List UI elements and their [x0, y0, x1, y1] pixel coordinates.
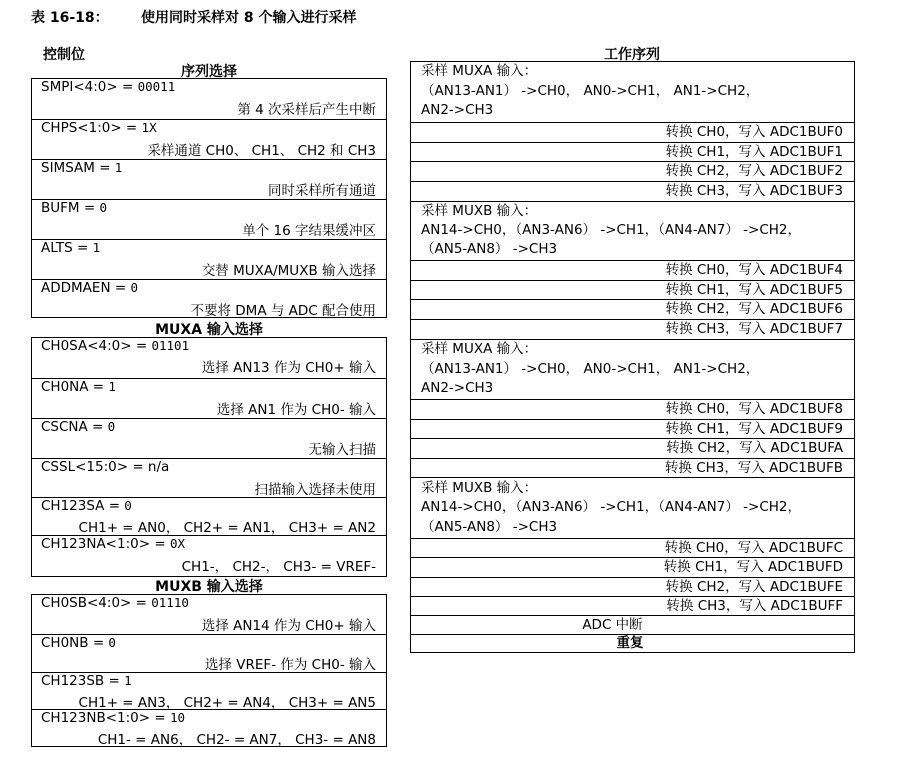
- convert-text: 转换 CH3，写入 ADC1BUFB: [664, 460, 843, 476]
- control-desc: 扫描输入选择未使用: [254, 482, 376, 498]
- convert-step: [411, 181, 854, 201]
- control-desc: 第 4 次采样后产生中断: [237, 102, 376, 118]
- control-desc: 选择 AN13 作为 CH0+ 输入: [201, 360, 376, 376]
- convert-step: [411, 399, 854, 419]
- convert-text: 转换 CH1，写入 ADC1BUF9: [665, 421, 843, 437]
- convert-step: [411, 438, 854, 458]
- control-bit: CSSL<15:0> = n/a: [41, 459, 170, 475]
- convert-step: [411, 538, 854, 557]
- control-row: [32, 418, 386, 458]
- convert-text: 转换 CH0，写入 ADC1BUF8: [665, 401, 843, 417]
- convert-text: 转换 CH0，写入 ADC1BUF4: [665, 262, 843, 278]
- convert-text: 转换 CH1，写入 ADC1BUFD: [663, 559, 843, 575]
- convert-text: 转换 CH2，写入 ADC1BUFA: [666, 440, 843, 456]
- control-row: [32, 672, 386, 709]
- sample-line: （AN13-AN1） ->CH0， AN0->CH1， AN1->CH2，: [421, 83, 760, 99]
- convert-text: 转换 CH0，写入 ADC1BUFC: [664, 540, 843, 556]
- convert-step: [411, 280, 854, 299]
- convert-step: [411, 161, 854, 181]
- control-row: [32, 79, 386, 119]
- control-desc: 选择 AN1 作为 CH0- 输入: [216, 402, 376, 418]
- sample-line: 采样 MUXB 输入：: [421, 203, 538, 219]
- convert-step: [411, 596, 854, 615]
- sample-line: 采样 MUXA 输入：: [421, 341, 538, 357]
- control-row: [32, 709, 386, 746]
- control-row: [32, 199, 386, 239]
- control-bit: SMPI<4:0> = 00011: [41, 79, 176, 95]
- control-row: [32, 159, 386, 199]
- control-desc: 选择 AN14 作为 CH0+ 输入: [201, 618, 376, 634]
- convert-step: [411, 557, 854, 577]
- operation-sequence-box: [410, 61, 855, 653]
- control-bit: CH0SB<4:0> = 01110: [41, 595, 189, 611]
- sequence-select-box: [31, 78, 387, 318]
- sample-step: [411, 201, 854, 260]
- section-title-muxa: MUXA 输入选择: [155, 322, 263, 338]
- convert-step: [411, 299, 854, 319]
- sample-line: （AN5-AN8） ->CH3: [421, 241, 558, 257]
- convert-text: 转换 CH3，写入 ADC1BUF3: [665, 183, 843, 199]
- table-caption: [31, 7, 357, 27]
- repeat-step: [411, 634, 854, 652]
- convert-text: 转换 CH1，写入 ADC1BUF1: [665, 144, 843, 160]
- control-bits-header: 控制位: [43, 47, 85, 63]
- control-row: [32, 279, 386, 317]
- sample-line: AN2->CH3: [421, 102, 494, 118]
- control-desc: 交替 MUXA/MUXB 输入选择: [201, 263, 376, 279]
- control-bit: CH0SA<4:0> = 01101: [41, 338, 190, 354]
- control-desc: CH1- = AN6， CH2- = AN7， CH3- = AN8: [97, 732, 376, 748]
- muxa-select-box: [31, 337, 387, 577]
- control-desc: CH1-， CH2-， CH3- = VREF-: [181, 559, 376, 575]
- control-bit: CH0NB = 0: [41, 635, 116, 651]
- control-desc: 不要将 DMA 与 ADC 配合使用: [190, 303, 376, 319]
- table-number: 表 16-18：: [31, 10, 109, 26]
- convert-step: [411, 142, 854, 161]
- repeat-text: 重复: [616, 635, 644, 651]
- control-bit: CHPS<1:0> = 1X: [41, 120, 157, 136]
- sample-step: [411, 339, 854, 399]
- control-row: [32, 595, 386, 634]
- control-desc: 无输入扫描: [308, 442, 376, 458]
- section-title-sequence: 序列选择: [181, 64, 237, 80]
- sample-step: [411, 477, 854, 538]
- control-row: [32, 535, 386, 576]
- control-bit: CH123SB = 1: [41, 673, 132, 689]
- sample-line: （AN5-AN8） ->CH3: [421, 519, 558, 535]
- control-row: [32, 338, 386, 378]
- control-bit: CSCNA = 0: [41, 419, 116, 435]
- control-desc: CH1+ = AN3， CH2+ = AN4， CH3+ = AN5: [78, 695, 376, 711]
- sample-line: （AN13-AN1） ->CH0， AN0->CH1， AN1->CH2，: [421, 361, 760, 377]
- control-row: [32, 634, 386, 672]
- table-title: 使用同时采样对 8 个输入进行采样: [141, 10, 357, 26]
- control-desc: 同时采样所有通道: [268, 183, 376, 199]
- convert-text: 转换 CH2，写入 ADC1BUF2: [665, 163, 843, 179]
- control-row: [32, 497, 386, 535]
- sample-line: 采样 MUXA 输入：: [421, 63, 538, 79]
- convert-step: [411, 122, 854, 142]
- convert-step: [411, 458, 854, 477]
- convert-text: 转换 CH2，写入 ADC1BUFE: [665, 579, 843, 595]
- convert-text: 转换 CH3，写入 ADC1BUFF: [666, 598, 843, 614]
- convert-text: 转换 CH3，写入 ADC1BUF7: [665, 321, 843, 337]
- convert-text: 转换 CH0，写入 ADC1BUF0: [665, 124, 843, 140]
- sample-line: AN14->CH0，（AN3-AN6） ->CH1，（AN4-AN7） ->CH2，: [421, 222, 801, 238]
- convert-text: 转换 CH2，写入 ADC1BUF6: [665, 301, 843, 317]
- control-bit: ADDMAEN = 0: [41, 280, 138, 296]
- adc-interrupt-step: [411, 615, 854, 634]
- sequence-header: 工作序列: [604, 47, 660, 63]
- control-desc: 采样通道 CH0、 CH1、 CH2 和 CH3: [147, 143, 376, 159]
- sample-line: AN14->CH0，（AN3-AN6） ->CH1，（AN4-AN7） ->CH2，: [421, 499, 801, 515]
- control-row: [32, 378, 386, 418]
- sample-line: 采样 MUXB 输入：: [421, 480, 538, 496]
- muxb-select-box: [31, 594, 387, 747]
- control-row: [32, 119, 386, 159]
- convert-step: [411, 577, 854, 596]
- control-bit: CH123NA<1:0> = 0X: [41, 536, 185, 552]
- control-bit: ALTS = 1: [41, 240, 101, 256]
- control-desc: CH1+ = AN0， CH2+ = AN1， CH3+ = AN2: [78, 520, 376, 536]
- convert-step: [411, 260, 854, 280]
- sample-line: AN2->CH3: [421, 380, 494, 396]
- convert-text: 转换 CH1，写入 ADC1BUF5: [665, 282, 843, 298]
- adc-interrupt-text: ADC 中断: [582, 617, 643, 633]
- convert-step: [411, 419, 854, 438]
- convert-step: [411, 319, 854, 339]
- control-bit: SIMSAM = 1: [41, 160, 123, 176]
- control-row: [32, 458, 386, 497]
- control-bit: BUFM = 0: [41, 200, 107, 216]
- control-row: [32, 239, 386, 279]
- control-desc: 单个 16 字结果缓冲区: [242, 223, 376, 239]
- control-bit: CH123SA = 0: [41, 498, 132, 514]
- control-bit: CH123NB<1:0> = 10: [41, 710, 186, 726]
- section-title-muxb: MUXB 输入选择: [155, 579, 263, 595]
- sample-step: [411, 62, 854, 122]
- control-bit: CH0NA = 1: [41, 379, 116, 395]
- control-desc: 选择 VREF- 作为 CH0- 输入: [205, 657, 376, 673]
